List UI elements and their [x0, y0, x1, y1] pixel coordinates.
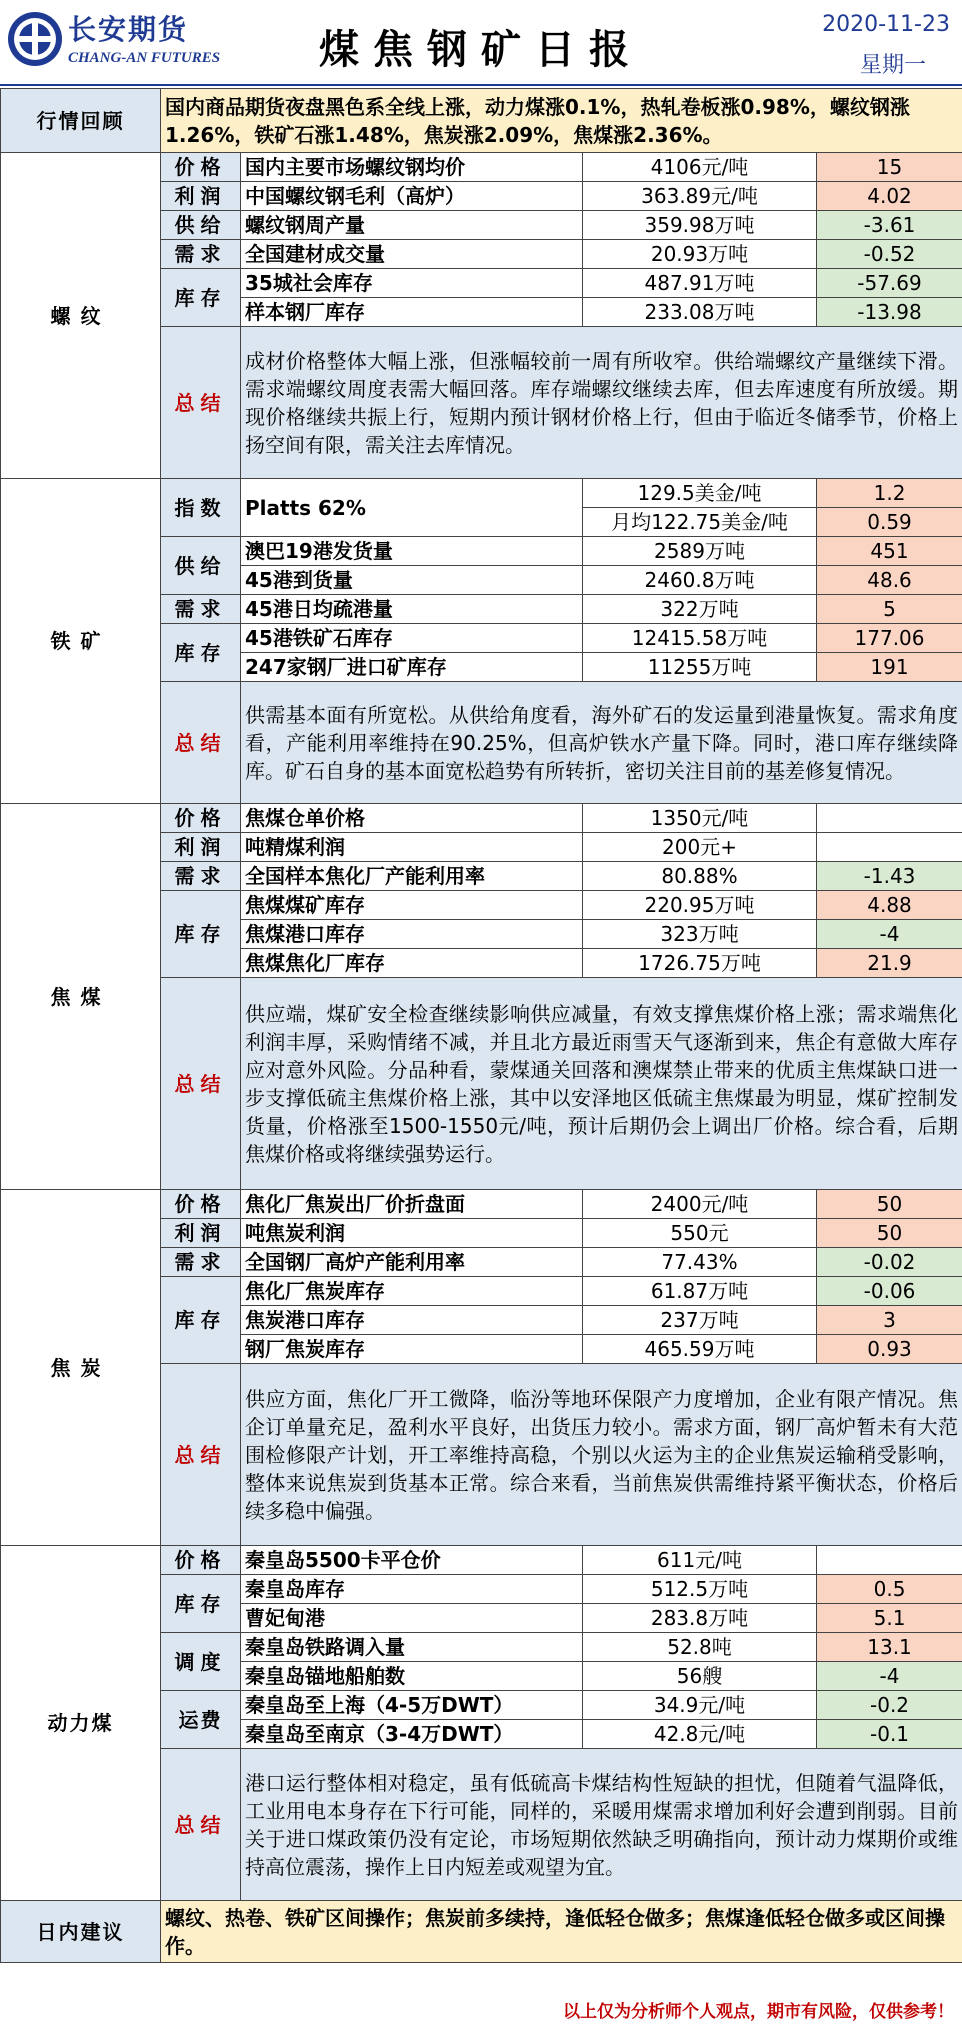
rebar-item: 样本钢厂库存 [241, 298, 583, 327]
rebar-value: 4106元/吨 [583, 153, 817, 182]
coke-change: 3 [817, 1306, 962, 1335]
intraday-advice-label: 日内建议 [1, 1901, 161, 1963]
coking-coal-change: -1.43 [817, 862, 962, 891]
market-review-label: 行情回顾 [1, 89, 161, 153]
category-demand: 需求 [161, 1248, 241, 1277]
ore-value: 2460.8万吨 [583, 566, 817, 595]
thermal-coal-item: 秦皇岛铁路调入量 [241, 1633, 583, 1662]
coke-item: 钢厂焦炭库存 [241, 1335, 583, 1364]
thermal-coal-value: 42.8元/吨 [583, 1720, 817, 1749]
coking-coal-change: 21.9 [817, 949, 962, 978]
rebar-change: -0.52 [817, 240, 962, 269]
category-summary: 总结 [161, 1749, 241, 1901]
thermal-coal-change: 13.1 [817, 1633, 962, 1662]
category-demand: 需求 [161, 240, 241, 269]
coke-change: 0.93 [817, 1335, 962, 1364]
coking-coal-item: 焦煤港口库存 [241, 920, 583, 949]
coking-coal-item: 全国样本焦化厂产能利用率 [241, 862, 583, 891]
coke-item: 吨焦炭利润 [241, 1219, 583, 1248]
coke-value: 2400元/吨 [583, 1190, 817, 1219]
ore-value: 2589万吨 [583, 537, 817, 566]
report-table [0, 88, 962, 1963]
ore-change: 5 [817, 595, 962, 624]
rebar-item: 螺纹钢周产量 [241, 211, 583, 240]
category-profit: 利润 [161, 1219, 241, 1248]
table-row [1, 804, 962, 833]
ore-value: 322万吨 [583, 595, 817, 624]
coking-coal-item: 焦煤煤矿库存 [241, 891, 583, 920]
thermal-coal-item: 秦皇岛5500卡平仓价 [241, 1546, 583, 1575]
coke-value: 61.87万吨 [583, 1277, 817, 1306]
thermal-coal-value: 34.9元/吨 [583, 1691, 817, 1720]
coking-coal-value: 80.88% [583, 862, 817, 891]
ore-item: 45港日均疏港量 [241, 595, 583, 624]
ore-change: 451 [817, 537, 962, 566]
intraday-advice-row [1, 1901, 962, 1963]
rebar-item: 国内主要市场螺纹钢均价 [241, 153, 583, 182]
coke-change: -0.06 [817, 1277, 962, 1306]
rebar-value: 233.08万吨 [583, 298, 817, 327]
rebar-item: 全国建材成交量 [241, 240, 583, 269]
rebar-value: 487.91万吨 [583, 269, 817, 298]
table-row [1, 153, 962, 182]
category-index: 指数 [161, 479, 241, 537]
category-stock: 库存 [161, 1575, 241, 1633]
coking-coal-value: 323万吨 [583, 920, 817, 949]
coking-coal-value: 1726.75万吨 [583, 949, 817, 978]
category-stock: 库存 [161, 269, 241, 327]
category-stock: 库存 [161, 1277, 241, 1364]
category-summary: 总结 [161, 682, 241, 804]
coke-value: 465.59万吨 [583, 1335, 817, 1364]
category-supply: 供给 [161, 211, 241, 240]
ore-change: 0.59 [817, 508, 962, 537]
ore-item: 45港铁矿石库存 [241, 624, 583, 653]
thermal-coal-item: 曹妃甸港 [241, 1604, 583, 1633]
table-row [1, 1190, 962, 1219]
rebar-item: 中国螺纹钢毛利（高炉） [241, 182, 583, 211]
coking-coal-value: 220.95万吨 [583, 891, 817, 920]
rebar-change: 4.02 [817, 182, 962, 211]
category-stock: 库存 [161, 624, 241, 682]
ore-item: 澳巴19港发货量 [241, 537, 583, 566]
report-date: 2020-11-23 [822, 12, 950, 37]
coke-item: 全国钢厂高炉产能利用率 [241, 1248, 583, 1277]
market-review-row [1, 89, 962, 153]
section-coke: 焦炭 [1, 1190, 161, 1546]
section-rebar: 螺纹 [1, 153, 161, 479]
ore-item: 45港到货量 [241, 566, 583, 595]
thermal-coal-value: 52.8吨 [583, 1633, 817, 1662]
category-profit: 利润 [161, 833, 241, 862]
market-review-text: 国内商品期货夜盘黑色系全线上涨，动力煤涨0.1%，热轧卷板涨0.98%，螺纹钢涨1.26%，铁矿石涨1.48%，焦炭涨2.09%，焦煤涨2.36%。 [161, 89, 962, 153]
coke-change: 50 [817, 1190, 962, 1219]
category-price: 价格 [161, 153, 241, 182]
section-coking-coal: 焦煤 [1, 804, 161, 1190]
coke-value: 237万吨 [583, 1306, 817, 1335]
ore-item: 247家钢厂进口矿库存 [241, 653, 583, 682]
coking-coal-value: 200元+ [583, 833, 817, 862]
thermal-coal-value: 611元/吨 [583, 1546, 817, 1575]
coke-value: 77.43% [583, 1248, 817, 1277]
thermal-coal-change: -0.1 [817, 1720, 962, 1749]
ore-change: 48.6 [817, 566, 962, 595]
category-summary: 总结 [161, 978, 241, 1190]
ore-value: 月均122.75美金/吨 [583, 508, 817, 537]
thermal-coal-item: 秦皇岛库存 [241, 1575, 583, 1604]
category-price: 价格 [161, 1190, 241, 1219]
thermal-coal-item: 秦皇岛至上海（4-5万DWT） [241, 1691, 583, 1720]
section-iron-ore: 铁矿 [1, 479, 161, 804]
category-price: 价格 [161, 1546, 241, 1575]
disclaimer-text: 以上仅为分析师个人观点，期市有风险，仅供参考！ [563, 2002, 954, 2022]
thermal-coal-value: 512.5万吨 [583, 1575, 817, 1604]
report-title: 煤焦钢矿日报 [319, 26, 643, 73]
category-supply: 供给 [161, 537, 241, 595]
rebar-value: 359.98万吨 [583, 211, 817, 240]
coke-item: 焦化厂焦炭出厂价折盘面 [241, 1190, 583, 1219]
ore-value: 12415.58万吨 [583, 624, 817, 653]
coking-coal-change: -4 [817, 920, 962, 949]
category-dispatch: 调度 [161, 1633, 241, 1691]
ore-value: 11255万吨 [583, 653, 817, 682]
rebar-change: -13.98 [817, 298, 962, 327]
thermal-coal-change: -4 [817, 1662, 962, 1691]
ore-value: 129.5美金/吨 [583, 479, 817, 508]
category-price: 价格 [161, 804, 241, 833]
thermal-coal-value: 56艘 [583, 1662, 817, 1691]
coke-value: 550元 [583, 1219, 817, 1248]
brand-name-cn: 长安期货 [68, 13, 189, 46]
coking-coal-change [817, 833, 962, 862]
coke-item: 焦炭港口库存 [241, 1306, 583, 1335]
thermal-coal-change: 5.1 [817, 1604, 962, 1633]
table-row [1, 479, 962, 508]
table-row [1, 1546, 962, 1575]
category-freight: 运费 [161, 1691, 241, 1749]
coking-coal-item: 焦煤仓单价格 [241, 804, 583, 833]
coking-coal-change [817, 804, 962, 833]
rebar-change: -57.69 [817, 269, 962, 298]
thermal-coal-item: 秦皇岛锚地船舶数 [241, 1662, 583, 1691]
category-demand: 需求 [161, 595, 241, 624]
rebar-change: 15 [817, 153, 962, 182]
category-summary: 总结 [161, 327, 241, 479]
brand-name-en: CHANG-AN FUTURES [68, 50, 221, 66]
rebar-value: 363.89元/吨 [583, 182, 817, 211]
ore-summary: 供需基本面有所宽松。从供给角度看，海外矿石的发运量到港量恢复。需求角度看，产能利用率维持在90.25%，但高炉铁水产量下降。同时，港口库存继续降库。矿石自身的基本面宽松趋势有所转折，密切关注目前的基差修复情况。 [241, 682, 962, 804]
thermal-coal-change: 0.5 [817, 1575, 962, 1604]
report-weekday: 星期一 [859, 53, 926, 78]
rebar-item: 35城社会库存 [241, 269, 583, 298]
coking-coal-item: 焦煤焦化厂库存 [241, 949, 583, 978]
coking-coal-item: 吨精煤利润 [241, 833, 583, 862]
category-stock: 库存 [161, 891, 241, 978]
coking-coal-value: 1350元/吨 [583, 804, 817, 833]
coke-summary: 供应方面，焦化厂开工微降，临汾等地环保限产力度增加，企业有限产情况。焦企订单量充足，盈利水平良好，出货压力较小。需求方面，钢厂高炉暂未有大范围检修限产计划，开工率维持高稳，个别以火运为主的企业焦炭运输稍受影响，整体来说焦炭到货基本正常。综合来看，当前焦炭供需维持紧平衡状态，价格后续多稳中偏强。 [241, 1364, 962, 1546]
coking-coal-summary: 供应端，煤矿安全检查继续影响供应减量，有效支撑焦煤价格上涨；需求端焦化利润丰厚，采购情绪不减，并且北方最近雨雪天气逐渐到来，焦企有意做大库存应对意外风险。分品种看，蒙煤通关回落和澳煤禁止带来的优质主焦煤缺口进一步支撑低硫主焦煤价格上涨，其中以安泽地区低硫主焦煤最为明显，煤矿控制发货量，价格涨至1500-1550元/吨，预计后期仍会上调出厂价格。综合看，后期焦煤价格或将继续强势运行。 [241, 978, 962, 1190]
category-summary: 总结 [161, 1364, 241, 1546]
ore-change: 191 [817, 653, 962, 682]
intraday-advice-text: 螺纹、热卷、铁矿区间操作；焦炭前多续持，逢低轻仓做多；焦煤逢低轻仓做多或区间操作。 [161, 1901, 962, 1963]
ore-item: Platts 62% [241, 479, 583, 537]
category-demand: 需求 [161, 862, 241, 891]
coke-change: -0.02 [817, 1248, 962, 1277]
thermal-coal-summary: 港口运行整体相对稳定，虽有低硫高卡煤结构性短缺的担忧，但随着气温降低，工业用电本身存在下行可能，同样的，采暖用煤需求增加利好会遭到削弱。目前关于进口煤政策仍没有定论，市场短期依然缺乏明确指向，预计动力煤期价或维持高位震荡，操作上日内短差或观望为宜。 [241, 1749, 962, 1901]
category-profit: 利润 [161, 182, 241, 211]
ore-change: 177.06 [817, 624, 962, 653]
thermal-coal-change [817, 1546, 962, 1575]
thermal-coal-change: -0.2 [817, 1691, 962, 1720]
ore-change: 1.2 [817, 479, 962, 508]
coking-coal-change: 4.88 [817, 891, 962, 920]
section-thermal-coal: 动力煤 [1, 1546, 161, 1901]
rebar-change: -3.61 [817, 211, 962, 240]
rebar-summary: 成材价格整体大幅上涨，但涨幅较前一周有所收窄。供给端螺纹产量继续下滑。需求端螺纹周度表需大幅回落。库存端螺纹继续去库，但去库速度有所放缓。期现价格继续共振上行，短期内预计钢材价格上行，但由于临近冬储季节，价格上扬空间有限，需关注去库情况。 [241, 327, 962, 479]
coke-change: 50 [817, 1219, 962, 1248]
thermal-coal-item: 秦皇岛至南京（3-4万DWT） [241, 1720, 583, 1749]
coke-item: 焦化厂焦炭库存 [241, 1277, 583, 1306]
rebar-value: 20.93万吨 [583, 240, 817, 269]
report-header [0, 0, 962, 86]
thermal-coal-value: 283.8万吨 [583, 1604, 817, 1633]
